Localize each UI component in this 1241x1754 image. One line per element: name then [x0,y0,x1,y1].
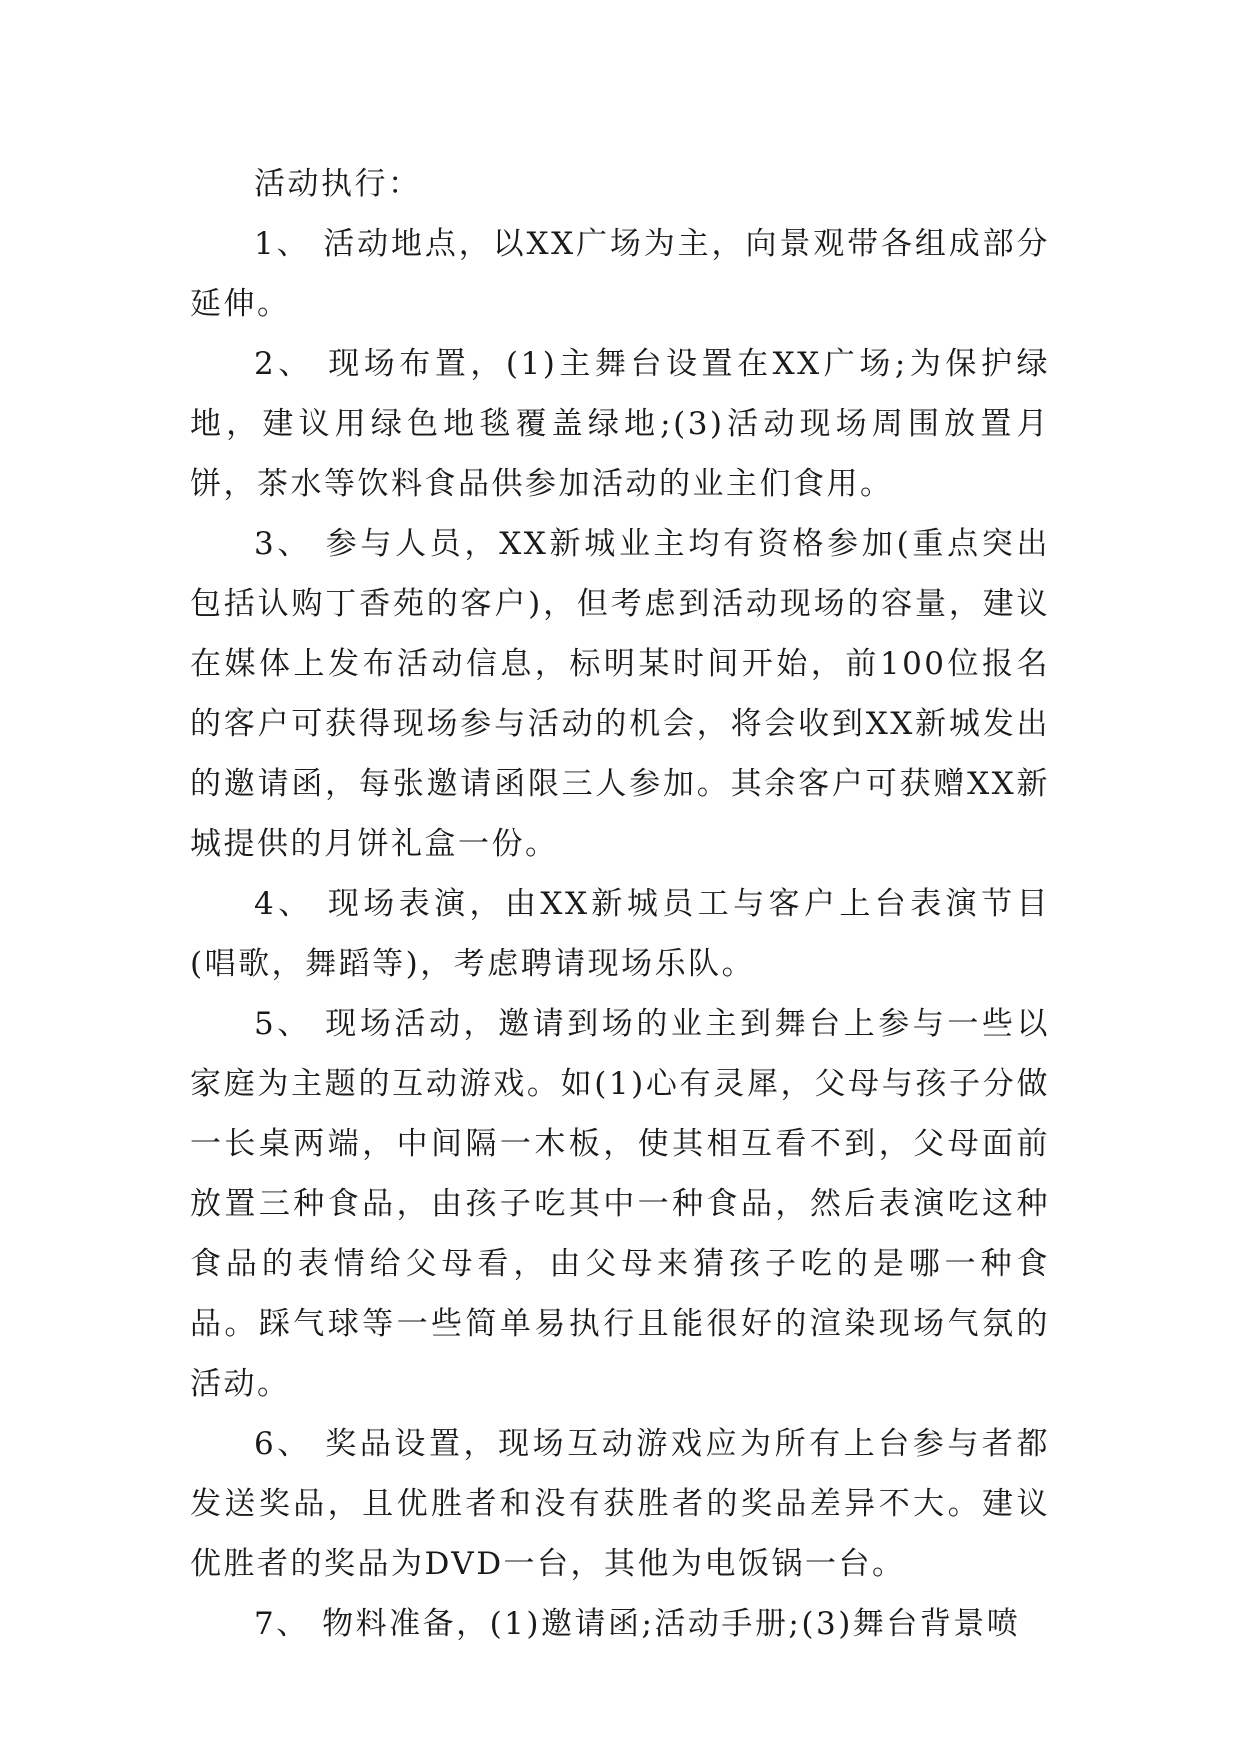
item-6-prizes: 6、 奖品设置，现场互动游戏应为所有上台参与者都发送奖品，且优胜者和没有获胜者的奖品差异不大。建议优胜者的奖品为DVD一台，其他为电饭锅一台。 [190,1426,1050,1582]
item-7-materials: 7、 物料准备，(1)邀请函;活动手册;(3)舞台背景喷 [254,1606,1021,1642]
item-1-venue: 1、 活动地点，以XX广场为主，向景观带各组成部分延伸。 [190,226,1050,322]
item-3-participants: 3、 参与人员，XX新城业主均有资格参加(重点突出包括认购丁香苑的客户)，但考虑到活动现场的容量，建议在媒体上发布活动信息，标明某时间开始，前100位报名的客户可获得现场参与活动的机会，将会收到XX新城发出的邀请函，每张邀请函限三人参加。其余客户可获赠XX新城提供的月饼礼盒一份。 [190,526,1050,862]
item-2-layout: 2、 现场布置，(1)主舞台设置在XX广场;为保护绿地，建议用绿色地毯覆盖绿地;(3)活动现场周围放置月饼，茶水等饮料食品供参加活动的业主们食用。 [190,346,1050,502]
item-4-performance: 4、 现场表演，由XX新城员工与客户上台表演节目(唱歌，舞蹈等)，考虑聘请现场乐队。 [190,886,1050,982]
item-5-activities: 5、 现场活动，邀请到场的业主到舞台上参与一些以家庭为主题的互动游戏。如(1)心有灵犀，父母与孩子分做一长桌两端，中间隔一木板，使其相互看不到，父母面前放置三种食品，由孩子吃其中一种食品，然后表演吃这种食品的表情给父母看，由父母来猜孩子吃的是哪一种食品。踩气球等一些简单易执行且能很好的渲染现场气氛的活动。 [190,1006,1050,1402]
heading-activity-execution: 活动执行： [254,166,422,202]
document-body [190,154,1050,1654]
